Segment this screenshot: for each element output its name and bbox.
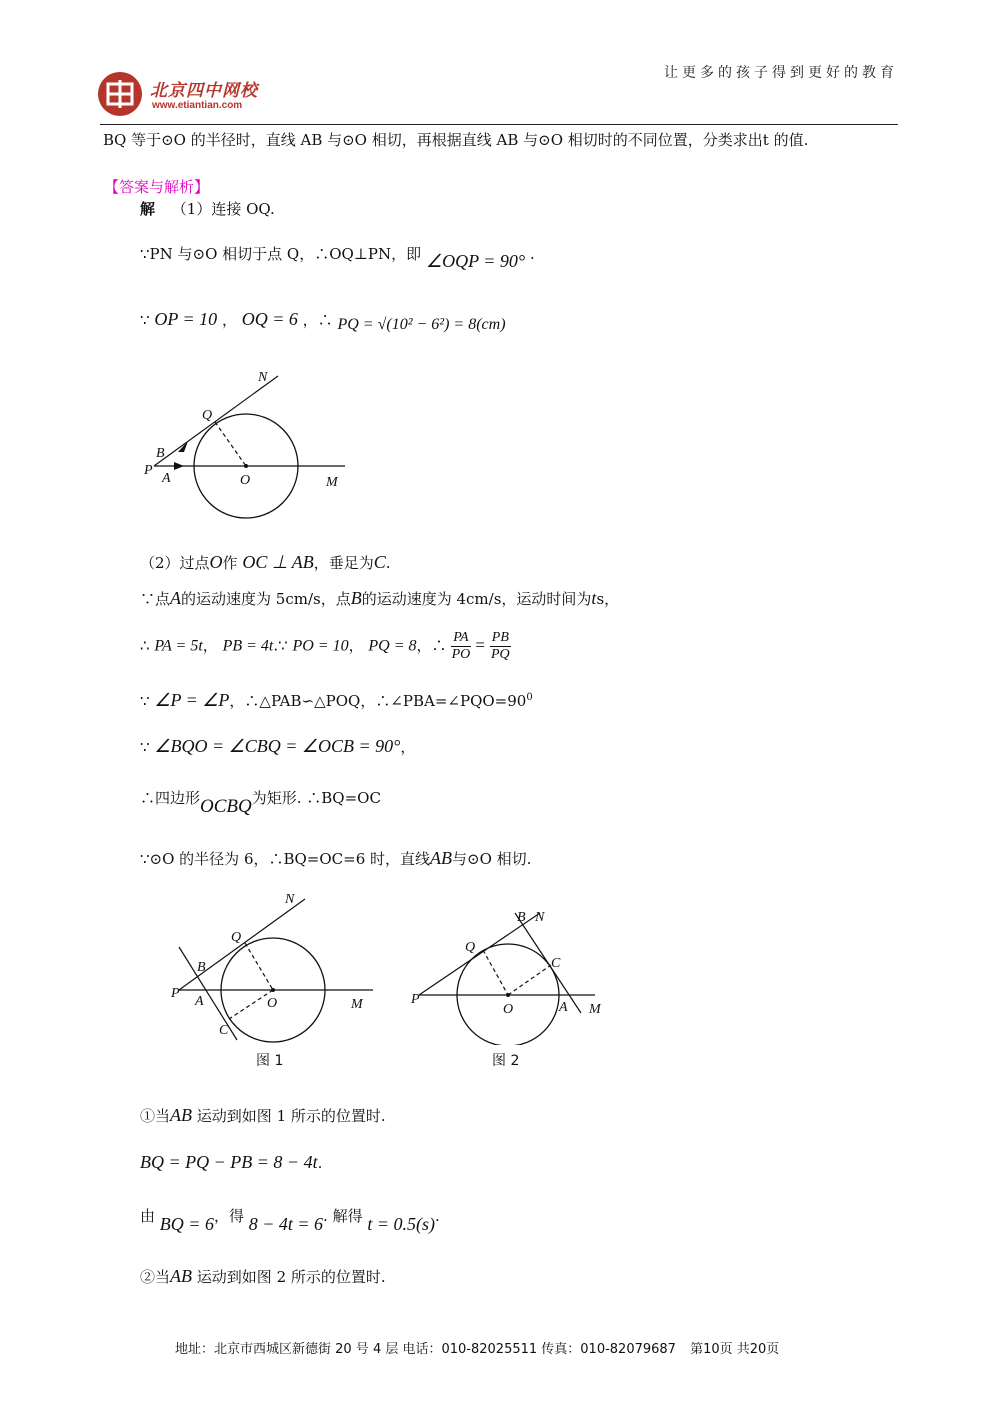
intro-text: BQ 等于⊙O 的半径时，直线 AB 与⊙O 相切，再根据直线 AB 与⊙O 相切时的不同位置，分类求出t 的值. bbox=[103, 131, 809, 149]
footer bbox=[175, 1338, 779, 1357]
fraction-pa-po bbox=[451, 630, 470, 663]
math: B bbox=[350, 588, 362, 608]
label-A: A bbox=[559, 1000, 568, 1015]
solution-line-7 bbox=[140, 688, 533, 711]
label-P: P bbox=[144, 463, 153, 478]
text: .∵ bbox=[273, 636, 288, 655]
text: 为矩形. ∴BQ=OC bbox=[251, 789, 381, 807]
math: 8 − 4t = 6 bbox=[248, 1214, 324, 1234]
solution-line-1 bbox=[140, 199, 275, 219]
text: . bbox=[317, 1154, 323, 1172]
text: 的运动速度为 4cm/s，运动时间为 bbox=[361, 590, 592, 608]
solution-line-8 bbox=[140, 736, 415, 757]
text: . 解得 bbox=[323, 1207, 363, 1225]
figure-2-caption: 图 2 bbox=[492, 1053, 520, 1069]
math: PA = 5t bbox=[154, 637, 203, 655]
label-O: O bbox=[240, 473, 251, 488]
text: 由 bbox=[140, 1207, 156, 1225]
math: ∠OQP = 90° bbox=[425, 251, 526, 271]
text: ②当 bbox=[140, 1268, 171, 1286]
math: OQ = 6 bbox=[241, 309, 298, 329]
solution-line-11 bbox=[140, 1105, 386, 1126]
text: 作 bbox=[222, 554, 238, 572]
text: ，∴△PAB∽△POQ，∴∠PBA=∠PQO=90 bbox=[229, 692, 527, 710]
solution-keyword: 解 bbox=[140, 200, 156, 218]
math: BQ = 6 bbox=[159, 1214, 214, 1234]
figure-1 bbox=[165, 885, 380, 1045]
text: ∵ bbox=[140, 311, 150, 329]
math: OC ⊥ AB bbox=[242, 552, 314, 572]
label-N: N bbox=[535, 910, 545, 925]
math: A bbox=[170, 588, 182, 608]
numerator: PB bbox=[491, 630, 509, 645]
text: 与⊙O 相切. bbox=[452, 850, 532, 868]
math: t = 0.5(s) bbox=[367, 1214, 435, 1234]
slogan: 让更多的孩子得到更好的教育 bbox=[664, 65, 898, 81]
text: ， bbox=[400, 738, 416, 756]
solution-line-12 bbox=[140, 1152, 322, 1173]
text: ∵ bbox=[140, 738, 150, 756]
label-Q: Q bbox=[231, 930, 242, 945]
label-Q: Q bbox=[202, 408, 213, 423]
label-O: O bbox=[267, 996, 278, 1011]
text: 运动到如图 2 所示的位置时. bbox=[196, 1268, 386, 1286]
math: AB bbox=[170, 1105, 193, 1125]
label-Q: Q bbox=[465, 940, 476, 955]
text: ∵点 bbox=[140, 590, 171, 608]
math: PB = 4t bbox=[222, 637, 274, 655]
label-B: B bbox=[197, 960, 206, 975]
math: ∠BQO = ∠CBQ = ∠OCB = 90° bbox=[154, 736, 401, 756]
label-P: P bbox=[411, 992, 420, 1007]
superscript: 0 bbox=[526, 692, 533, 703]
text: ， bbox=[221, 311, 237, 329]
math: PO = 10 bbox=[292, 637, 349, 655]
label-N: N bbox=[258, 370, 268, 385]
denominator: PO bbox=[451, 647, 471, 662]
equals-sign: = bbox=[475, 635, 485, 655]
text: . bbox=[435, 1207, 440, 1225]
fraction-pb-pq bbox=[490, 630, 511, 663]
math: OCBQ bbox=[200, 796, 252, 817]
text: ①当 bbox=[140, 1107, 171, 1125]
solution-line-9 bbox=[140, 788, 381, 817]
text: ，得 bbox=[213, 1207, 244, 1225]
text: 的运动速度为 5cm/s，点 bbox=[181, 590, 351, 608]
text: 运动到如图 1 所示的位置时. bbox=[196, 1107, 386, 1125]
header-divider bbox=[100, 124, 898, 125]
numerator: PA bbox=[453, 630, 469, 645]
logo-url: www.etiantian.com bbox=[152, 100, 243, 111]
logo-text: 北京四中网校 bbox=[150, 81, 258, 101]
solution-line-5 bbox=[140, 588, 619, 609]
text: ， bbox=[348, 636, 364, 655]
header bbox=[98, 62, 898, 124]
solution-line-3 bbox=[140, 309, 506, 331]
label-A: A bbox=[162, 471, 171, 486]
text: s， bbox=[596, 590, 620, 608]
math: O bbox=[209, 552, 223, 572]
label-A: A bbox=[195, 994, 204, 1009]
label-B: B bbox=[517, 910, 526, 925]
math: t bbox=[591, 588, 597, 608]
figure-1-caption: 图 1 bbox=[256, 1053, 284, 1069]
label-C: C bbox=[219, 1023, 229, 1038]
math: OP = 10 bbox=[154, 309, 218, 329]
math: BQ = PQ − PB = 8 − 4t bbox=[140, 1152, 318, 1172]
figure-2 bbox=[405, 905, 620, 1045]
solution-line-4 bbox=[140, 552, 391, 573]
label-O: O bbox=[503, 1002, 514, 1017]
text: ∵ bbox=[140, 692, 150, 710]
text: . bbox=[529, 245, 535, 263]
text: （2）过点 bbox=[140, 554, 210, 572]
text: . bbox=[385, 554, 391, 572]
text: ∴ bbox=[140, 636, 150, 655]
solution-line-6 bbox=[140, 630, 511, 663]
text: ∴四边形 bbox=[140, 789, 201, 807]
solution-line-14 bbox=[140, 1266, 386, 1287]
figure-tangent-circle bbox=[140, 362, 360, 532]
text: ，垂足为 bbox=[313, 554, 374, 572]
answer-label: 【答案与解析】 bbox=[104, 178, 210, 196]
solution-line-13 bbox=[140, 1205, 440, 1234]
label-B: B bbox=[156, 446, 165, 461]
math: AB bbox=[430, 848, 453, 868]
text: ， bbox=[202, 636, 218, 655]
math: ∠P = ∠P bbox=[154, 690, 230, 710]
solution-line-10 bbox=[140, 848, 531, 869]
solution-line-2 bbox=[140, 243, 535, 271]
math: AB bbox=[170, 1266, 193, 1286]
label-M: M bbox=[351, 997, 363, 1012]
math: PQ = √(10² − 6²) = 8(cm) bbox=[337, 316, 506, 333]
math: C bbox=[373, 552, 386, 572]
label-P: P bbox=[171, 986, 180, 1001]
text: ，∴ bbox=[416, 636, 447, 655]
footer-address: 地址：北京市西城区新德街 20 号 4 层 电话：010-82025511 传真：010-82079687 bbox=[175, 1342, 676, 1357]
label-N: N bbox=[285, 892, 295, 907]
label-M: M bbox=[326, 475, 338, 490]
label-C: C bbox=[551, 956, 561, 971]
text: ，∴ bbox=[302, 311, 333, 329]
text: ∵PN 与⊙O 相切于点 Q，∴OQ⊥PN，即 bbox=[140, 245, 422, 263]
step-1-text: （1）连接 OQ. bbox=[171, 200, 275, 218]
math: PQ = 8 bbox=[368, 637, 417, 655]
logo-icon bbox=[98, 72, 142, 116]
footer-page: 第10页 共20页 bbox=[690, 1342, 780, 1357]
denominator: PQ bbox=[490, 647, 510, 662]
label-M: M bbox=[589, 1002, 601, 1017]
text: ∵⊙O 的半径为 6，∴BQ=OC=6 时，直线 bbox=[140, 850, 431, 868]
